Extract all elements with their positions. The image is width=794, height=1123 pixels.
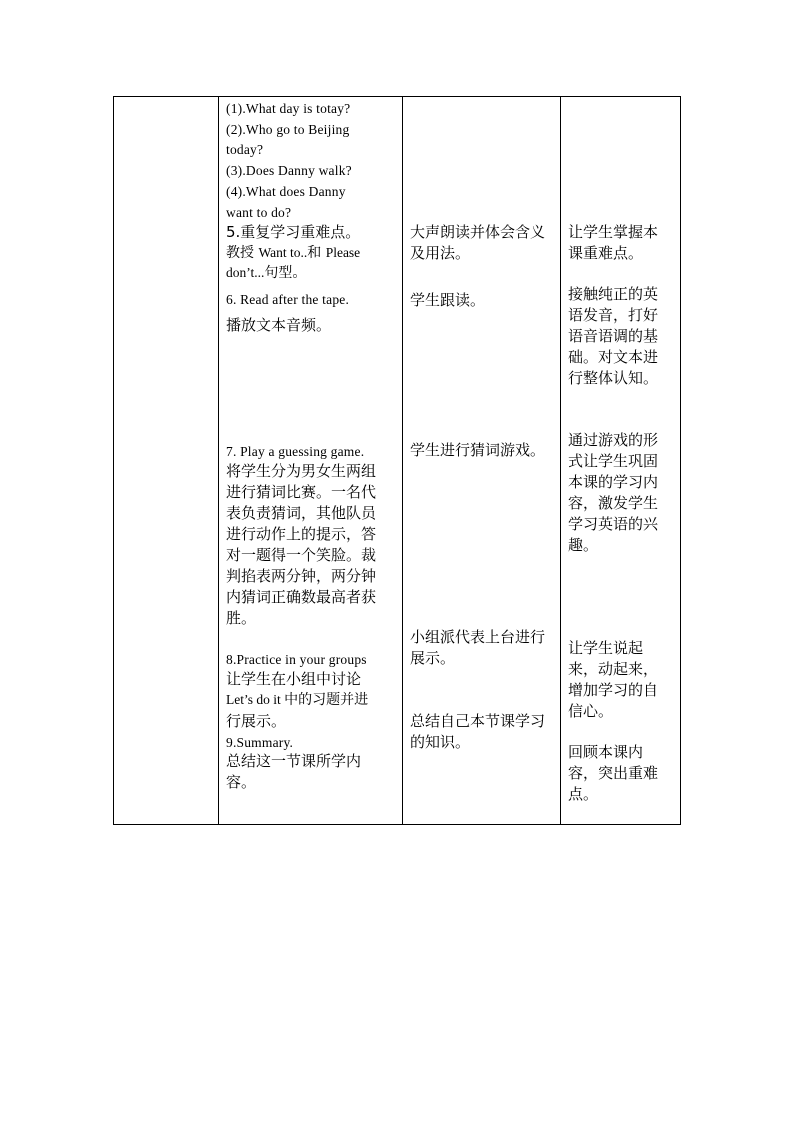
design-intent-9: 容，突出重难 <box>568 764 659 782</box>
question-3: (3).Does Danny walk? <box>226 163 352 178</box>
student-activity-9: 总结自己本节课学习 <box>410 712 546 730</box>
step-5-text: 和 <box>307 245 326 261</box>
step-8-text: 行展示。 <box>226 712 287 730</box>
design-intent-6: 接触纯正的英 <box>568 285 659 303</box>
column-divider <box>402 97 403 824</box>
design-intent-8: 来，动起来， <box>568 660 659 678</box>
step-7-text: 判掐表两分钟，两分钟 <box>226 567 377 585</box>
design-intent-5: 让学生掌握本 <box>568 223 659 241</box>
step-9-text: 容。 <box>226 773 257 791</box>
question-2: (2).Who go to Beijing <box>226 122 350 137</box>
student-activity-8: 小组派代表上台进行 <box>410 628 546 646</box>
column-divider <box>218 97 219 824</box>
student-activity-9: 的知识。 <box>410 733 471 751</box>
step-8-exercise-name: Let’s do it <box>226 692 285 707</box>
design-intent-8: 信心。 <box>568 702 614 720</box>
step-7-text: 进行动作上的提示，答 <box>226 525 377 543</box>
design-intent-7: 趣。 <box>568 536 599 554</box>
design-intent-6: 语发音，打好 <box>568 306 659 324</box>
design-intent-9: 回顾本课内 <box>568 743 644 761</box>
design-intent-8: 让学生说起 <box>568 639 644 657</box>
student-activity-7: 学生进行猜词游戏。 <box>410 441 546 459</box>
column-divider <box>560 97 561 824</box>
design-intent-7: 通过游戏的形 <box>568 431 659 449</box>
step-5-text: 教授 <box>226 245 259 261</box>
step-5-pattern: Want to.. <box>258 245 308 260</box>
step-6-title: 6. Read after the tape. <box>226 292 350 307</box>
design-intent-7: 本课的学习内 <box>568 473 659 491</box>
design-intent-8: 增加学习的自 <box>568 681 659 699</box>
step-8-title: 8.Practice in your groups <box>226 652 367 667</box>
step-5-line-3 <box>226 266 306 280</box>
step-8-text: 让学生在小组中讨论 <box>226 670 362 688</box>
student-activity-5: 大声朗读并体会含义 <box>410 223 546 241</box>
step-7-title: 7. Play a guessing game. <box>226 444 365 459</box>
step-7-text: 对一题得一个笑脸。裁 <box>226 546 377 564</box>
design-intent-7: 式让学生巩固 <box>568 452 659 470</box>
step-5-text: 句型。 <box>264 265 307 281</box>
step-5-pattern: don’t... <box>226 265 265 280</box>
step-5-pattern: Please <box>325 245 361 260</box>
design-intent-6: 语音语调的基 <box>568 327 659 345</box>
step-7-text: 内猜词正确数最高者获 <box>226 588 377 606</box>
design-intent-6: 行整体认知。 <box>568 369 659 387</box>
lesson-table <box>113 96 681 825</box>
question-2-cont: today? <box>226 142 264 157</box>
design-intent-7: 学习英语的兴 <box>568 515 659 533</box>
step-7-text: 进行猜词比赛。一名代 <box>226 483 377 501</box>
step-8-line-3 <box>226 693 368 707</box>
design-intent-5: 课重难点。 <box>568 244 644 262</box>
step-7-text: 将学生分为男女生两组 <box>226 462 377 480</box>
design-intent-9: 点。 <box>568 785 599 803</box>
step-7-text: 表负责猜词，其他队员 <box>226 504 377 522</box>
step-5-line-2 <box>226 246 360 260</box>
step-5-title: 5.重复学习重难点。 <box>226 223 361 241</box>
student-activity-8: 展示。 <box>410 649 456 667</box>
question-4: (4).What does Danny <box>226 184 346 199</box>
student-activity-5: 及用法。 <box>410 244 471 262</box>
design-intent-7: 容，激发学生 <box>568 494 659 512</box>
question-4-cont: want to do? <box>226 205 292 220</box>
student-activity-6: 学生跟读。 <box>410 291 486 309</box>
step-7-text: 胜。 <box>226 609 257 627</box>
step-8-text: 中的习题并进 <box>284 692 369 708</box>
design-intent-6: 础。对文本进 <box>568 348 659 366</box>
step-9-text: 总结这一节课所学内 <box>226 752 362 770</box>
step-9-title: 9.Summary. <box>226 735 294 750</box>
step-6-text: 播放文本音频。 <box>226 316 332 334</box>
question-1: (1).What day is totay? <box>226 101 351 116</box>
